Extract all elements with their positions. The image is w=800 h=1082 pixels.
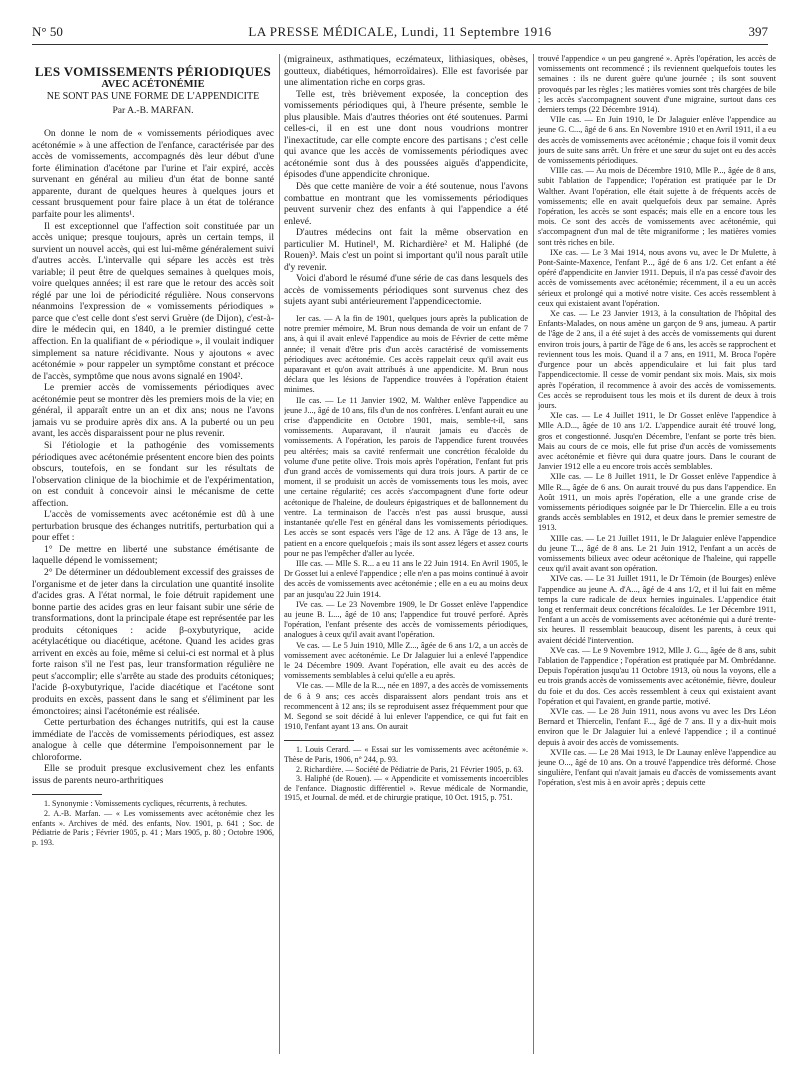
column-1 <box>32 54 274 1054</box>
paragraph: Elle se produit presque exclusivement chez les enfants issus de parents neuro-arthritiques <box>32 763 274 786</box>
paragraph: Cette perturbation des échanges nutritifs, qui est la cause immédiate de l'accès de vomissements périodiques, est assez analogue à celle que détermine l'empoisonnement par le chloroforme. <box>32 717 274 763</box>
journal-title: LA PRESSE MÉDICALE, Lundi, 11 Septembre 1916 <box>248 24 552 39</box>
column-2 <box>284 54 528 1054</box>
footnote: 1. Synonymie : Vomissements cycliques, récurrents, à rechutes. <box>44 799 247 809</box>
case-paragraph: XVIe cas. — Le 28 Juin 1911, nous avons vu avec les Drs Léon Bernard et Thiercelin, l'enfant F..., âgé de 7 ans. Il y a dix-huit mois environ que le Dr Jalaguier lui a enlevé l'appendice ; il a continué depuis à avoir des accès de vomissements. <box>538 707 776 747</box>
paragraph: 2° De déterminer un dédoublement excessif des graisses de l'organisme et de jeter dans la circulation une quantité insolite d'acides gras. A l'état normal, le foie détruit rapidement une bonne partie des acides gras en leur faisant subir une série de transformations, dont la principale étape est représentée par les produits cétoniques : acide β-oxybutyrique, acide acétylacétique ou diacétique, acétone. Quand les acides gras arrivent en excès au foie, même si celui-ci est normal et à plus forte raison s'il ne l'est pas, leur transformation régulière ne peut s'accomplir; elle s'arrête au stade des produits cétoniques; l'acide β-oxybutyrique, l'acide diacétique et l'acétone sont produits en excès, passent dans le sang et s'éliminent par les émonctoires; ainsi l'acétonémie est réalisée. <box>32 566 274 717</box>
footnote: 2. A.-B. Marfan. — « Les vomissements avec acétonémie chez les enfants ». Archives de méd. des enfants, Nov. 1901, p. 641 ; Soc. de Pédiatrie de Paris ; Février 1905, p. 41 ; Mars 1905, p. 80 ; Octobre 1906, p. 193. <box>32 808 274 847</box>
case-paragraph: IIIe cas. — Mlle S. R... a eu 11 ans le 22 Juin 1914. En Avril 1905, le Dr Gosset lui a enlevé l'appendice ; elle n'en a pas moins continué à avoir des accès de vomissements avec acétonémie ; elle en a eu au moins deux par an jusqu'au 22 Juin 1914. <box>284 558 528 599</box>
case-paragraph: XIe cas. — Le 4 Juillet 1911, le Dr Gosset enlève l'appendice à Mlle A.D..., âgée de 10 ans 1/2. L'appendice aurait été trouvé long, gros et congestionné. Jusqu'en Décembre, l'enfant se porte très bien. Mais au cours de ce mois, elle fut prise d'un accès de vomissements avec acétonémie et fièvre qui dura quatre jours. Dans le courant de Janvier 1912 elle a eu encore trois accès semblables. <box>538 411 776 472</box>
paragraph: Voici d'abord le résumé d'une série de cas dans lesquels des accès de vomissements périodiques sont survenus chez des sujets ayant subi antérieurement l'appendicectomie. <box>284 273 528 308</box>
footnote: 1. Louis Cerard. — « Essai sur les vomissements avec acétonémie ». Thèse de Paris, 1906, n° 244, p. 93. <box>284 745 528 764</box>
paragraph: Dès que cette manière de voir a été soutenue, nous l'avons combattue en montrant que les vomissements périodiques peuvent survenir chez des enfants à qui l'appendice a été enlevé. <box>284 181 528 227</box>
header-rule <box>32 44 768 45</box>
issue-number: N° 50 <box>32 24 63 39</box>
case-paragraph: Ier cas. — A la fin de 1901, quelques jours après la publication de notre premier mémoire, M. Brun nous demanda de voir un enfant de 7 ans, à qui il avait enlevé l'appendice au mois de Février de cette même année; il venait d'être pris d'un accès caractérisé de vomissements périodiques avec acétonémie. Ces accès rappelait ceux qu'il avait eus auparavant et qu'on avait attribués à une appendicite. M. Brun nous déclara que les lésions de l'appendice trouvées à l'opération étaient minimes. <box>284 314 528 395</box>
paragraph: Le premier accès de vomissements périodiques avec acétonémie peut se montrer dès les premiers mois de la vie; en général, il apparaît entre un an et dix ans; nous ne l'avons jamais vu se produire après dix ans. A la puberté ou un peu avant, les accès disparaissent pour ne plus revenir. <box>32 382 274 440</box>
footnote-rule <box>32 794 102 795</box>
case-paragraph: XVIIe cas. — Le 28 Mai 1913, le Dr Launay enlève l'appendice au jeune O..., âgé de 10 ans. On a trouvé l'appendice très déformé. Chose singulière, l'enfant qui n'avait jamais eu d'accès de vomissements avant l'opération, s'est mis à en avoir après ; depuis cette <box>538 747 776 788</box>
page-number: 397 <box>748 24 768 39</box>
case-paragraph: Xe cas. — Le 23 Janvier 1913, à la consultation de l'hôpital des Enfants-Malades, on nous amène un garçon de 9 ans, jumeau. A partir de l'âge de 2 ans, il a été sujet à des accès de vomissements qui durent environ trois jours, à partir de l'âge de 6 ans, les accès se rapprochent et reviennent tous les mois. Quand il a 7 ans, en 1911, M. Broca l'opère d'urgence pour un abcès appendiculaire et lui fait plus tard l'appendicectomie. Il cesse de vomir pendant six mois. Mais, six mois après l'opération, il recommence à avoir des accès de vomissements. Ces accès se reproduisent tous les mois et ils durent de deux à trois jours. <box>538 309 776 410</box>
paragraph: Il est exceptionnel que l'affection soit constituée par un accès unique; presque toujours, après un certain temps, il survient un nouvel accès, qui est lui-même généralement suivi d'autres accès. L'intervalle qui sépare les accès est très variable; il peut être de quelques semaines à quelques mois, voire quelques années; il est rare que le retour des accès soit réglé par une loi de périodicité régulière. Nous conservons néanmoins l'expression de « vomissements périodiques » parce que c'est celle dont s'est servi Gruère (de Dijon), c'est-à-dire le médecin qui, en 1840, a le premier distingué cette affection. En la qualifiant de « périodique », il voulait indiquer simplement sa nature récidivante. Nous y ajoutons « avec acétonémie » pour rappeler un symptôme constant et précoce de l'accès, symptôme que nous avons signalé en 1904². <box>32 220 274 382</box>
paragraph: 1° De mettre en liberté une substance émétisante de laquelle dépend le vomissement; <box>32 543 274 567</box>
case-paragraph: VIIe cas. — En Juin 1910, le Dr Jalaguier enlève l'appendice au jeune G. C..., âgé de 6 ans. En Novembre 1910 et en Avril 1911, il a eu des accès de vomissements avec acétonémie ; chaque fois il vomit deux jours de suite sans arrêt. Un frère et une sœur du sujet ont eu des accès de vomissements périodiques. <box>538 115 776 166</box>
case-paragraph: XIIe cas. — Le 8 Juillet 1911, le Dr Gosset enlève l'appendice à Mlle R..., âgée de 6 ans. On aurait trouvé du pus dans l'appendice. En Août 1911, un mois après l'opération, elle a une grande crise de vomissements périodiques soignée par le Dr Thiercelin. Elle a eu trois grands accès semblables en 1912, et deux dans le premier semestre de 1913. <box>538 472 776 533</box>
case-paragraph: VIIIe cas. — Au mois de Décembre 1910, Mlle P..., âgée de 8 ans, subit l'ablation de l'appendice; l'opération est pratiquée par le Dr Walther. Avant l'opération, elle était sujette à de fréquents accès de vomissements; elle en avait quelquefois deux par semaine. Après l'opération, les accès se sont espacés; mais elle en a encore tous les mois. Ce sont des accès de vomissements avec acétonémie, qui s'accompagnent d'un mal de tête migraniforme ; les matières vomies sont très riches en bile. <box>538 166 776 247</box>
column-divider <box>533 54 534 1054</box>
case-paragraph: IXe cas. — Le 3 Mai 1914, nous avons vu, avec le Dr Mulette, à Pont-Sainte-Maxence, l'enfant P..., âgé de 6 ans 1/2. Cet enfant a été opéré d'appendicite en Janvier 1911. Depuis, il n'a pas cessé d'avoir des accès de vomissements avec acétonémie; récemment, il a eu un accès sérieux et prolongé qui a motivé notre visite. Ces accès ressemblent à ceux qui existaient avant l'opération. <box>538 247 776 308</box>
footnote: 3. Haliphé (de Rouen). — « Appendicite et vomissements incoercibles de l'enfance. Diagnostic différentiel ». Revue médicale de Normandie, 1915, et Journal. de méd. et de chirurgie pratique, 10 Oct. 1915, p. 751. <box>284 774 528 803</box>
case-paragraph: Ve cas. — Le 5 Juin 1910, Mlle Z..., âgée de 6 ans 1/2, a un accès de vomissement avec acétonémie. Le Dr Jalaguier lui a enlevé l'appendice le 24 Décembre 1909. Avant l'opération, elle avait eu des accès de vomissements semblables à celui qu'elle a eu après. <box>284 640 528 681</box>
case-paragraph: IVe cas. — Le 23 Novembre 1909, le Dr Gosset enlève l'appendice au jeune B. L..., âgé de 10 ans; l'appendice fut trouvé perforé. Après l'opération, l'enfant présente des accès de vomissements périodiques, analogues à ceux qu'il avait avant l'opération. <box>284 599 528 640</box>
paragraph: L'accès de vomissements avec acétonémie est dû à une perturbation brusque des échanges nutritifs, perturbation qui a pour effet : <box>32 509 274 544</box>
paragraph: (migraineux, asthmatiques, eczémateux, lithiasiques, obèses, goutteux, diabétiques, hémorroïdaires). Elle est favorisée par une alimentation riche en corps gras. <box>284 54 528 89</box>
article-author: Par A.-B. MARFAN. <box>112 104 194 116</box>
paragraph: On donne le nom de « vomissements périodiques avec acétonémie » à une affection de l'enfance, caractérisée par des accès de vomissements, accompagnés dès leur début d'une forte élimination d'acétone par l'urine et l'air expiré, accès survenant en général au milieu d'un état de bonne santé apparente, durant de quelques heures à quelques jours et cessant brusquement pour faire place à un état de tolérance parfaite pour les aliments¹. <box>32 128 274 221</box>
case-paragraph: trouvé l'appendice « un peu gangrené ». Après l'opération, les accès de vomissements ont recommencé ; ils reviennent quelquefois toutes les semaines : ils ne durent guère qu'une journée ; ils sont souvent provoqués par les règles ; les matières vomies sont très chargées de bile ; les accès s'accompagnent souvent d'une migraine, surtout dans ces derniers temps (22 Décembre 1914). <box>538 54 776 115</box>
case-paragraph: VIe cas. — Mlle de la R..., née en 1897, a des accès de vomissements de 6 à 9 ans; ces accès disparaissent alors pendant trois ans et recommencent à 12 ans; ils se reproduisent assez fréquemment pour que M. Segond se soit décidé à lui enlever l'appendice, ce qui fut fait en 1910, l'enfant ayant 13 ans. On aurait <box>284 681 528 732</box>
column-divider <box>279 54 280 1054</box>
column-3 <box>538 54 776 1072</box>
article-subtitle-2: NE SONT PAS UNE FORME DE L'APPENDICITE <box>46 91 260 103</box>
paragraph: D'autres médecins ont fait la même observation en particulier M. Hutinel¹, M. Richardière² et M. Haliphé (de Rouen)³. Mais c'est un point si important qu'il nous paraît utile d'y revenir. <box>284 227 528 273</box>
case-paragraph: XIIIe cas. — Le 21 Juillet 1911, le Dr Jalaguier enlève l'appendice du jeune T..., âgé de 8 ans. Le 21 Juin 1912, l'enfant a un accès de vomissements bilieux avec odeur acétonique de l'haleine, qui rappelle ceux qu'il avait avant son opération. <box>538 533 776 574</box>
running-header <box>32 24 768 42</box>
article-subtitle: AVEC ACÉTONÉMIE <box>101 78 205 90</box>
footnote: 2. Richardière. — Société de Pédiatrie de Paris, 21 Février 1905, p. 63. <box>296 764 524 774</box>
article-title: LES VOMISSEMENTS PÉRIODIQUES <box>34 64 272 79</box>
paragraph: Telle est, très brièvement exposée, la conception des vomissements périodiques qui, à l'heure présente, semble le plus plausible. Mais d'autres théories ont été soutenues. Parmi celles-ci, il en est une dont nous voudrions montrer l'inexactitude, car elle compte encore des partisans ; c'est celle qui avance que les accès de vomissements périodiques avec acétonémie sont dus à des poussées aiguës d'appendicite, épisodes d'une appendicite chronique. <box>284 88 528 181</box>
paragraph: Si l'étiologie et la pathogénie des vomissements périodiques avec acétonémie présentent encore bien des points obscurs, toutefois, en se fondant sur les résultats de l'observation clinique de la biochimie et de l'expérimentation, on est conduit à concevoir ainsi le mécanisme de cette affection. <box>32 439 274 509</box>
case-paragraph: XIVe cas. — Le 31 Juillet 1911, le Dr Témoin (de Bourges) enlève l'appendice au jeune A. d'A..., âgé de 4 ans 1/2, et il lui fait en même temps la cure radicale de deux hernies inguinales. L'appendice était long et renfermait deux concrétions fécaloïdes. Le 1er Décembre 1911, l'enfant a un accès de vomissements avec acétonémie qui a duré trente-six heures. Il ressemblait beaucoup, disent les parents, à ceux qui avaient décidé l'intervention. <box>538 574 776 645</box>
case-paragraph: IIe cas. — Le 11 Janvier 1902, M. Walther enlève l'appendice au jeune J..., âgé de 10 ans, fils d'un de nos confrères. L'enfant aurait eu une crise d'appendicite en Octobre 1901, mais, semble-t-il, sans vomissements. Auparavant, il n'aurait jamais eu d'accès de vomissements. A l'opération, les parois de l'appendice furent trouvées peu altérées; mais sa cavité renfermait une concrétion fécaloïde du volume d'une petite olive. Trois mois après l'opération, l'enfant fut pris d'un grand accès de vomissements qui dura trois jours. A partir de ce moment, il se produisit un accès de vomissements tous les mois, avec une certaine régularité; ces accès s'accompagnent d'une forte odeur acétonique de l'haleine, de douleurs épigastriques et de ballonnement du ventre. La terminaison de l'accès n'est pas aussi brusque, aussi instantanée qu'elle l'est en général dans les vomissements périodiques. Les accès se sont espacés vers l'âge de 12 ans. A l'âge de 13 ans, le patient en a encore quelquefois ; mais ils sont assez légers et assez courts pour ne pas l'empêcher d'aller au lycée. <box>284 395 528 558</box>
case-paragraph: XVe cas. — Le 9 Novembre 1912, Mlle J. G..., âgée de 8 ans, subit l'ablation de l'appendice ; l'opération est pratiquée par M. Ombrédanne. Depuis l'opération jusqu'au 11 Octobre 1913, où nous la voyons, elle a eu trois grands accès de vomissements avec acétonémie, fièvre, douleur du foie et du dos. Ces accès ressemblent à ceux qui existaient avant l'opération et qui l'avaient, en grande partie, motivé. <box>538 645 776 706</box>
footnote-rule <box>284 740 354 741</box>
